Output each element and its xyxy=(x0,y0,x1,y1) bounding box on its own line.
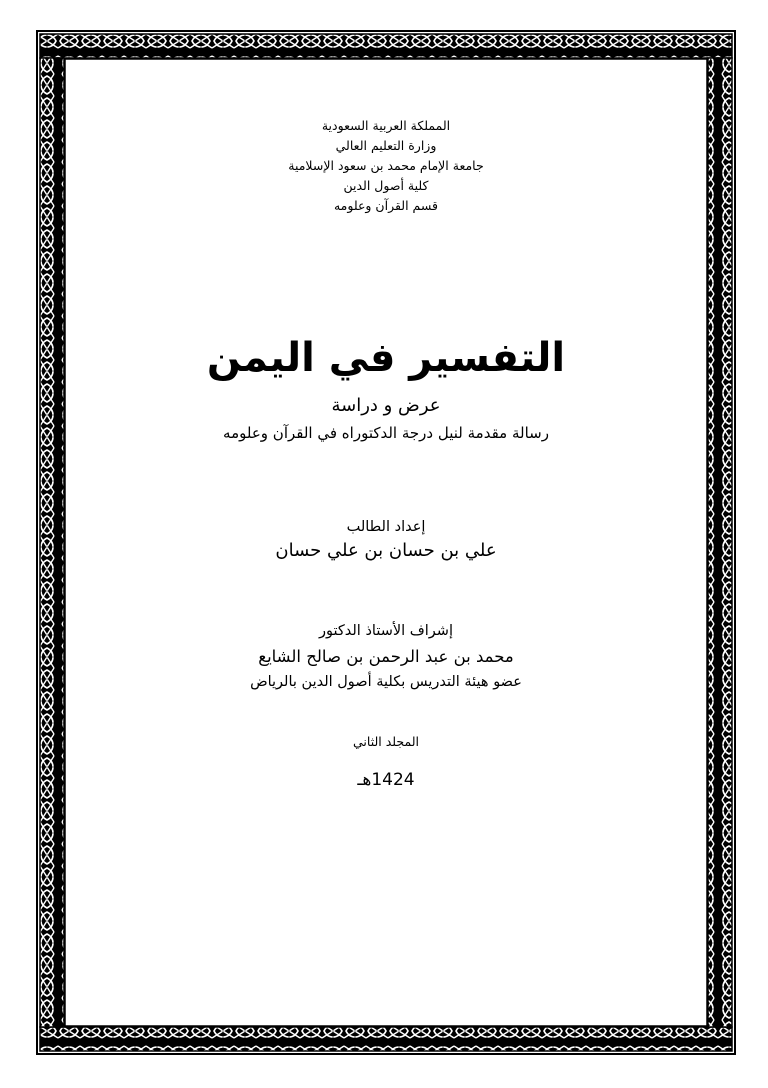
header-line-college: كلية أصول الدين xyxy=(343,178,429,193)
header-line-department: قسم القرآن وعلومه xyxy=(333,198,439,213)
header-line-ministry: وزارة التعليم العالي xyxy=(335,138,437,153)
title-page-content xyxy=(66,60,706,1025)
institution-header xyxy=(66,116,706,216)
header-line-university: جامعة الإمام محمد بن سعود الإسلامية xyxy=(288,158,484,173)
thesis-purpose: رسالة مقدمة لنيل درجة الدكتوراه في القرآن وعلومه xyxy=(223,424,549,442)
student-name: علي بن حسان بن علي حسان xyxy=(275,540,497,561)
student-label: إعداد الطالب xyxy=(346,519,426,535)
volume-label: المجلد الثاني xyxy=(352,734,419,749)
thesis-title: التفسير في اليمن xyxy=(206,335,566,381)
supervisor-label: إشراف الأستاذ الدكتور xyxy=(319,623,453,639)
hijri-year: 1424هـ xyxy=(357,770,415,790)
supervisor-affiliation: عضو هيئة التدريس بكلية أصول الدين بالرياض xyxy=(250,674,522,690)
supervisor-name: محمد بن عبد الرحمن بن صالح الشايع xyxy=(258,647,514,666)
thesis-subtitle: عرض و دراسة xyxy=(331,395,441,416)
header-line-country: المملكة العربية السعودية xyxy=(321,118,451,133)
